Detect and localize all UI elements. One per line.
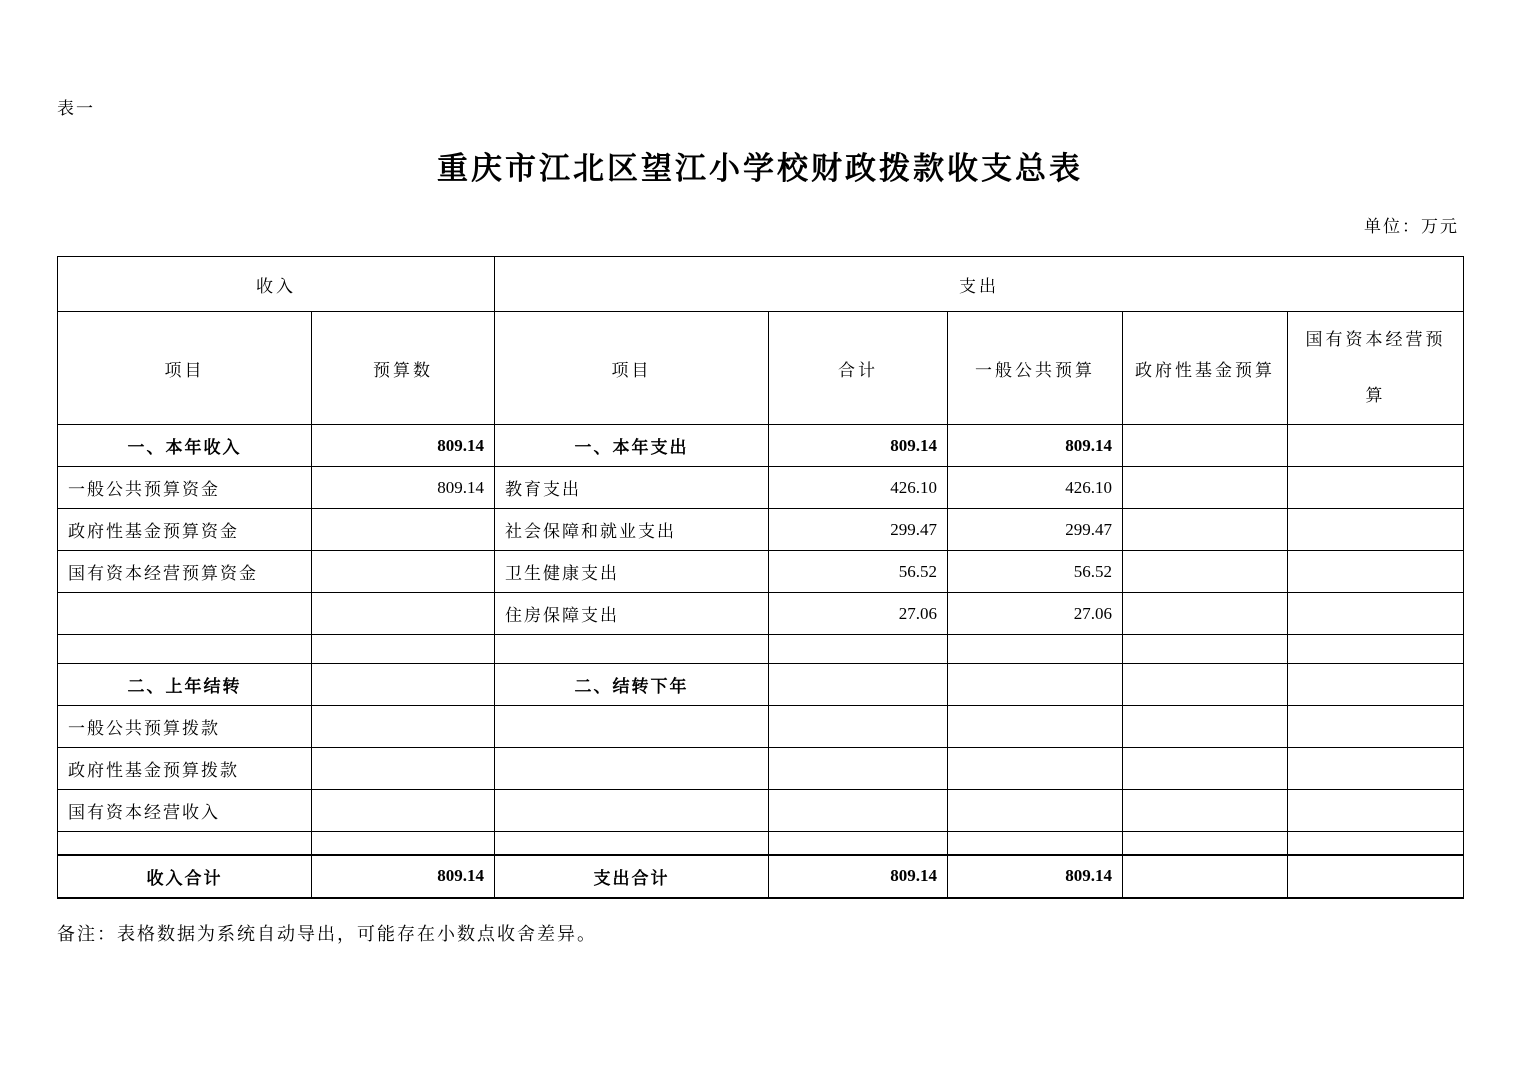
cell-exp-gov-fund-budget	[1123, 635, 1288, 664]
cell-exp-item	[495, 832, 769, 855]
cell-rev-item: 二、上年结转	[58, 664, 312, 706]
col-header-rev-item: 项目	[58, 312, 312, 425]
cell-rev-item: 一、本年收入	[58, 425, 312, 467]
group-header-expenditure: 支出	[495, 257, 1464, 312]
cell-exp-gov-fund-budget	[1123, 551, 1288, 593]
col-header-exp-state-capital-label: 国有资本经营预算	[1305, 330, 1446, 405]
cell-exp-gov-fund-budget	[1123, 748, 1288, 790]
cell-exp-general-budget: 809.14	[948, 855, 1123, 898]
table-row	[58, 551, 1464, 593]
cell-exp-gov-fund-budget	[1123, 706, 1288, 748]
table-row	[58, 706, 1464, 748]
cell-exp-general-budget: 299.47	[948, 509, 1123, 551]
col-header-rev-budget: 预算数	[312, 312, 495, 425]
cell-exp-general-budget	[948, 664, 1123, 706]
cell-exp-gov-fund-budget	[1123, 467, 1288, 509]
cell-rev-budget: 809.14	[312, 855, 495, 898]
cell-exp-item	[495, 635, 769, 664]
cell-rev-budget	[312, 706, 495, 748]
cell-exp-item	[495, 706, 769, 748]
cell-exp-total: 426.10	[769, 467, 948, 509]
footnote: 备注：表格数据为系统自动导出，可能存在小数点收舍差异。	[57, 923, 597, 944]
cell-rev-item	[58, 635, 312, 664]
cell-exp-state-capital-budget	[1288, 855, 1464, 898]
cell-rev-budget: 809.14	[312, 467, 495, 509]
cell-exp-gov-fund-budget	[1123, 593, 1288, 635]
cell-exp-item: 二、结转下年	[495, 664, 769, 706]
cell-exp-general-budget: 809.14	[948, 425, 1123, 467]
cell-rev-budget	[312, 832, 495, 855]
cell-rev-item	[58, 593, 312, 635]
cell-rev-item: 一般公共预算资金	[58, 467, 312, 509]
cell-exp-item: 支出合计	[495, 855, 769, 898]
cell-exp-item: 社会保障和就业支出	[495, 509, 769, 551]
cell-exp-state-capital-budget	[1288, 635, 1464, 664]
cell-rev-item: 收入合计	[58, 855, 312, 898]
table-row	[58, 855, 1464, 898]
cell-exp-general-budget: 426.10	[948, 467, 1123, 509]
cell-exp-general-budget: 27.06	[948, 593, 1123, 635]
table-row	[58, 664, 1464, 706]
cell-exp-general-budget	[948, 748, 1123, 790]
cell-exp-total	[769, 748, 948, 790]
cell-exp-gov-fund-budget	[1123, 790, 1288, 832]
cell-exp-general-budget	[948, 706, 1123, 748]
table-column-header-row	[58, 312, 1464, 425]
cell-exp-state-capital-budget	[1288, 509, 1464, 551]
cell-exp-item: 住房保障支出	[495, 593, 769, 635]
cell-exp-general-budget	[948, 832, 1123, 855]
col-header-exp-state-capital-budget	[1288, 312, 1464, 425]
col-header-exp-total: 合计	[769, 312, 948, 425]
unit-note: 单位：万元	[1364, 217, 1459, 236]
cell-exp-state-capital-budget	[1288, 706, 1464, 748]
cell-rev-item: 国有资本经营收入	[58, 790, 312, 832]
table-row	[58, 748, 1464, 790]
cell-rev-budget	[312, 748, 495, 790]
cell-exp-state-capital-budget	[1288, 551, 1464, 593]
cell-exp-gov-fund-budget	[1123, 425, 1288, 467]
cell-rev-item: 政府性基金预算拨款	[58, 748, 312, 790]
cell-exp-total: 809.14	[769, 425, 948, 467]
budget-table	[57, 256, 1464, 899]
col-header-exp-item: 项目	[495, 312, 769, 425]
cell-rev-budget	[312, 635, 495, 664]
table-row	[58, 635, 1464, 664]
cell-exp-state-capital-budget	[1288, 748, 1464, 790]
cell-rev-budget	[312, 509, 495, 551]
cell-exp-state-capital-budget	[1288, 425, 1464, 467]
cell-exp-general-budget: 56.52	[948, 551, 1123, 593]
cell-rev-budget: 809.14	[312, 425, 495, 467]
cell-rev-budget	[312, 790, 495, 832]
cell-exp-general-budget	[948, 790, 1123, 832]
cell-exp-gov-fund-budget	[1123, 664, 1288, 706]
cell-exp-total	[769, 635, 948, 664]
cell-rev-item: 国有资本经营预算资金	[58, 551, 312, 593]
cell-rev-item	[58, 832, 312, 855]
table-row	[58, 832, 1464, 855]
cell-exp-gov-fund-budget	[1123, 832, 1288, 855]
cell-exp-state-capital-budget	[1288, 790, 1464, 832]
cell-exp-total	[769, 706, 948, 748]
sheet-label: 表一	[57, 99, 95, 118]
cell-exp-state-capital-budget	[1288, 664, 1464, 706]
cell-rev-budget	[312, 664, 495, 706]
cell-rev-item: 政府性基金预算资金	[58, 509, 312, 551]
page-title: 重庆市江北区望江小学校财政拨款收支总表	[437, 151, 1083, 186]
col-header-exp-general-budget: 一般公共预算	[948, 312, 1123, 425]
cell-exp-state-capital-budget	[1288, 832, 1464, 855]
cell-rev-item: 一般公共预算拨款	[58, 706, 312, 748]
cell-exp-total: 27.06	[769, 593, 948, 635]
table-row	[58, 790, 1464, 832]
cell-exp-item	[495, 748, 769, 790]
cell-exp-total	[769, 832, 948, 855]
cell-exp-gov-fund-budget	[1123, 855, 1288, 898]
table-group-header-row	[58, 257, 1464, 312]
cell-exp-general-budget	[948, 635, 1123, 664]
cell-exp-gov-fund-budget	[1123, 509, 1288, 551]
table-row	[58, 467, 1464, 509]
group-header-revenue: 收入	[58, 257, 495, 312]
cell-exp-item	[495, 790, 769, 832]
cell-exp-item: 一、本年支出	[495, 425, 769, 467]
cell-exp-total: 299.47	[769, 509, 948, 551]
cell-exp-state-capital-budget	[1288, 467, 1464, 509]
cell-exp-total	[769, 790, 948, 832]
cell-exp-total	[769, 664, 948, 706]
table-row	[58, 425, 1464, 467]
col-header-exp-gov-fund-budget: 政府性基金预算	[1123, 312, 1288, 425]
cell-exp-state-capital-budget	[1288, 593, 1464, 635]
cell-exp-item: 教育支出	[495, 467, 769, 509]
table-row	[58, 593, 1464, 635]
table-body	[58, 425, 1464, 898]
cell-exp-total: 56.52	[769, 551, 948, 593]
cell-rev-budget	[312, 551, 495, 593]
cell-exp-total: 809.14	[769, 855, 948, 898]
cell-rev-budget	[312, 593, 495, 635]
cell-exp-item: 卫生健康支出	[495, 551, 769, 593]
table-row	[58, 509, 1464, 551]
